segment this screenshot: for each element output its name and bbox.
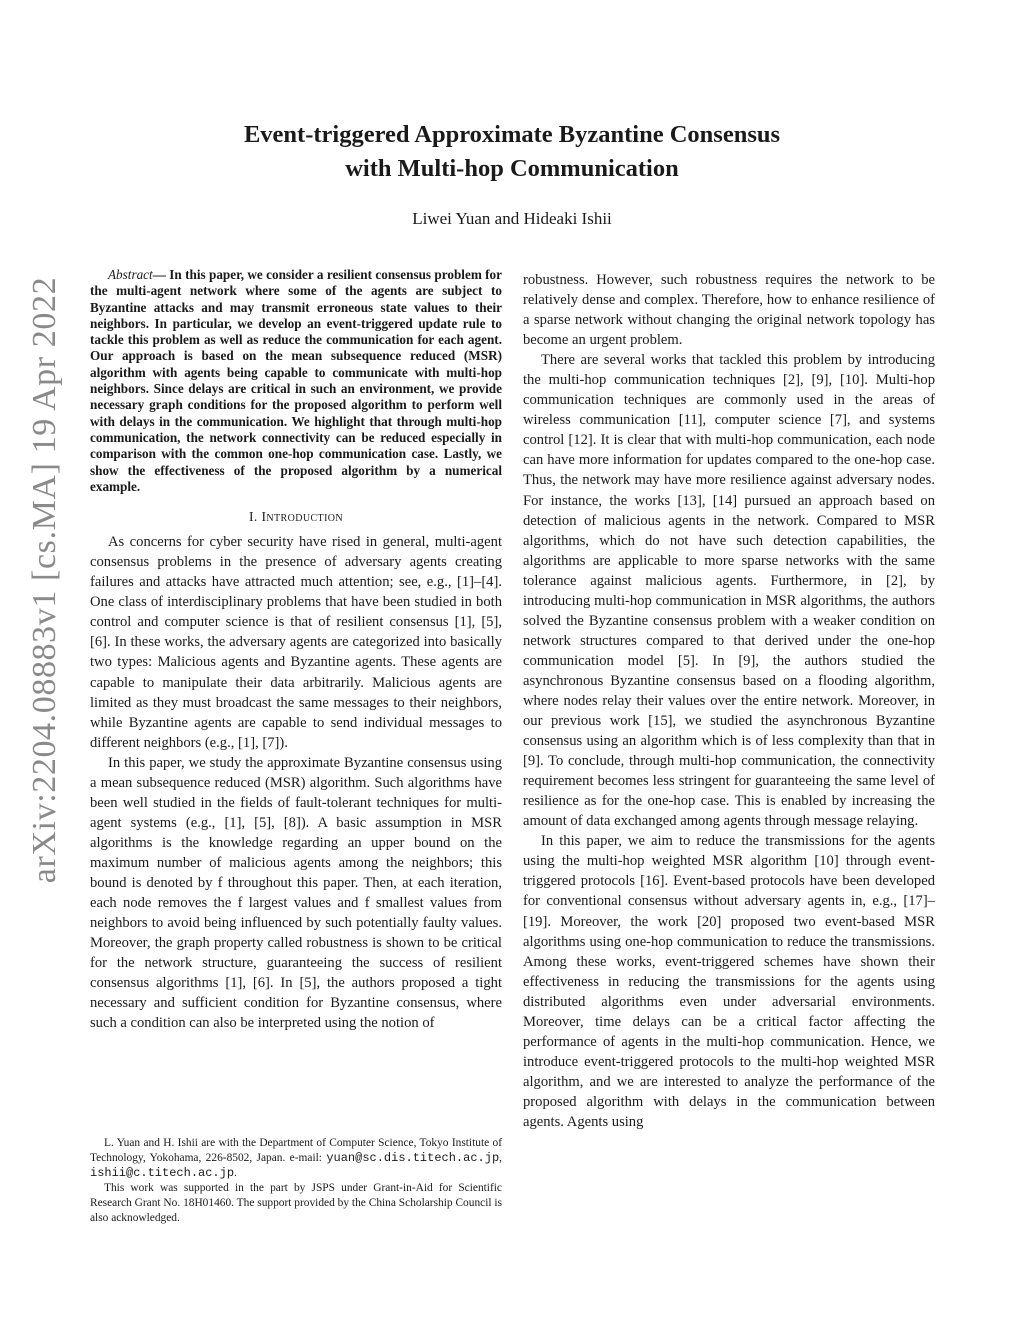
section-heading-introduction bbox=[90, 507, 502, 527]
footnote-affiliation bbox=[90, 1136, 502, 1181]
abstract-text: In this paper, we consider a resilient consensus problem for the multi-agent network where some of the agents are subject to Byzantine attacks and may transmit erroneous state values to their neighbors. In particular, we develop an event-triggered update rule to tackle this problem as well as reduce the communication for each agent. Our approach is based on the mean subsequence reduced (MSR) algorithm with agents being capable to communicate with multi-hop neighbors. Since delays are critical in such an environment, we provide necessary graph conditions for the proposed algorithm to perform well with delays in the communication. We highlight that through multi-hop communication, the network connectivity can be reduced especially in comparison with the common one-hop communication case. Lastly, we show the effectiveness of the proposed algorithm by a numerical example. bbox=[90, 267, 503, 494]
section-title: Introduction bbox=[261, 509, 344, 525]
title-line-2: with Multi-hop Communication bbox=[345, 155, 679, 182]
paragraph: In this paper, we study the approximate Byzantine consensus using a mean subsequence reduced (MSR) algorithm. Such algorithms have been well studied in the fields of fault-tolerant techniques for multi-agent systems (e.g., [1], [5], [8]). A basic assumption in MSR algorithms is the knowledge regarding an upper bound on the maximum number of malicious agents among the neighbors; this bound is denoted by f throughout this paper. Then, at each iteration, each node removes the f largest values and f smallest values from neighbors to avoid being influenced by such potentially faulty values. Moreover, the graph property called robustness is shown to be critical for the network structure, guaranteeing the success of resilient consensus algorithms [1], [6]. In [5], the authors proposed a tight necessary and sufficient condition for Byzantine consensus, where such a condition can also be interpreted using the notion of bbox=[90, 754, 502, 1032]
abstract-label: Abstract bbox=[108, 267, 153, 282]
abstract-dash: — bbox=[152, 267, 166, 282]
section-number: I. bbox=[248, 509, 258, 525]
abstract bbox=[90, 267, 502, 495]
footnotes bbox=[90, 1136, 502, 1226]
left-column bbox=[90, 267, 502, 1033]
footnote-end: . bbox=[234, 1167, 237, 1179]
paragraph: In this paper, we aim to reduce the transmissions for the agents using the multi-hop weighted MSR algorithm [10] through event-triggered protocols [16]. Event-based protocols have been developed for conventional consensus without adversary agents in, e.g., [17]–[19]. Moreover, the work [20] proposed two event-based MSR algorithms using one-hop communication to reduce the transmissions. Among these works, event-triggered schemes have shown their effectiveness in reducing the transmissions for the agents using distributed algorithms even under adversarial environments. Moreover, time delays can be a critical factor affecting the performance of agents in the multi-hop communication. Hence, we introduce event-triggered protocols to the multi-hop weighted MSR algorithm, and we are interested to analyze the performance of the proposed algorithm with delays in the communication between agents. Agents using bbox=[523, 833, 935, 1130]
paragraph: As concerns for cyber security have rised in general, multi-agent consensus problems in the presence of adversary agents creating failures and attacks have attracted much attention; see, e.g., [1]–[4]. One class of interdisciplinary problems that have been studied in both control and computer science is that of resilient consensus [1], [5], [6]. In these works, the adversary agents are categorized into basically two types: Malicious agents and Byzantine agents. These agents are capable to manipulate their data arbitrarily. Malicious agents are limited as they must broadcast the same messages to their neighbors, while Byzantine agents are capable to send individual messages to different neighbors (e.g., [1], [7]). bbox=[90, 534, 502, 751]
arxiv-identifier: arXiv:2204.08883v1 [cs.MA] 19 Apr 2022 bbox=[26, 276, 63, 884]
right-column bbox=[523, 270, 935, 1132]
paragraph: robustness. However, such robustness requires the network to be relatively dense and complex. Therefore, how to enhance resilience of a sparse network without changing the original network topology has become an urgent problem. bbox=[523, 272, 935, 349]
paper-title bbox=[0, 118, 1024, 186]
footnote-affiliation-text: L. Yuan and H. Ishii are with the Department of Computer Science, Tokyo Institute of Technology, Yokohama, 226-8502, Japan. e-mail: bbox=[90, 1137, 502, 1164]
email-separator: , bbox=[499, 1152, 502, 1164]
paper-authors: Liwei Yuan and Hideaki Ishii bbox=[412, 209, 612, 228]
email-yuan[interactable]: yuan@sc.dis.titech.ac.jp bbox=[326, 1151, 500, 1165]
paragraph: There are several works that tackled this problem by introducing the multi-hop communication techniques [2], [9], [10]. Multi-hop communication techniques are commonly used in the areas of wireless communication [11], computer science [7], and systems control [12]. It is clear that with multi-hop communication, each node can have more information for updates compared to the one-hop case. Thus, the network may have more resilience against adversary nodes. For instance, the works [13], [14] pursued an approach based on detection of malicious agents in the network. Compared to MSR algorithms, which do not have such detection capabilities, the algorithms are applicable to more sparse networks with the same tolerance against malicious agents. Furthermore, in [2], by introducing multi-hop communication in MSR algorithms, the authors solved the Byzantine consensus problem with a weaker condition on network structures compared to that derived under the one-hop communication model [5]. In [9], the authors studied the asynchronous Byzantine consensus based on a flooding algorithm, where nodes relay their values over the entire network. Moreover, in our previous work [15], we studied the asynchronous Byzantine consensus using an algorithm which is of less complexity than that in [9]. To conclude, through multi-hop communication, the connectivity requirement becomes less stringent for guaranteeing the same level of resilience as for the one-hop case. This is enabled by increasing the amount of data exchanged among agents through message relaying. bbox=[523, 352, 935, 830]
title-line-1: Event-triggered Approximate Byzantine Consensus bbox=[243, 121, 781, 148]
arxiv-sidebar bbox=[20, 130, 70, 1030]
email-ishii[interactable]: ishii@c.titech.ac.jp bbox=[90, 1166, 235, 1180]
footnote-funding: This work was supported in the part by JSPS under Grant-in-Aid for Scientific Research Grant No. 18H01460. The support provided by the China Scholarship Council is also acknowledged. bbox=[90, 1182, 502, 1224]
